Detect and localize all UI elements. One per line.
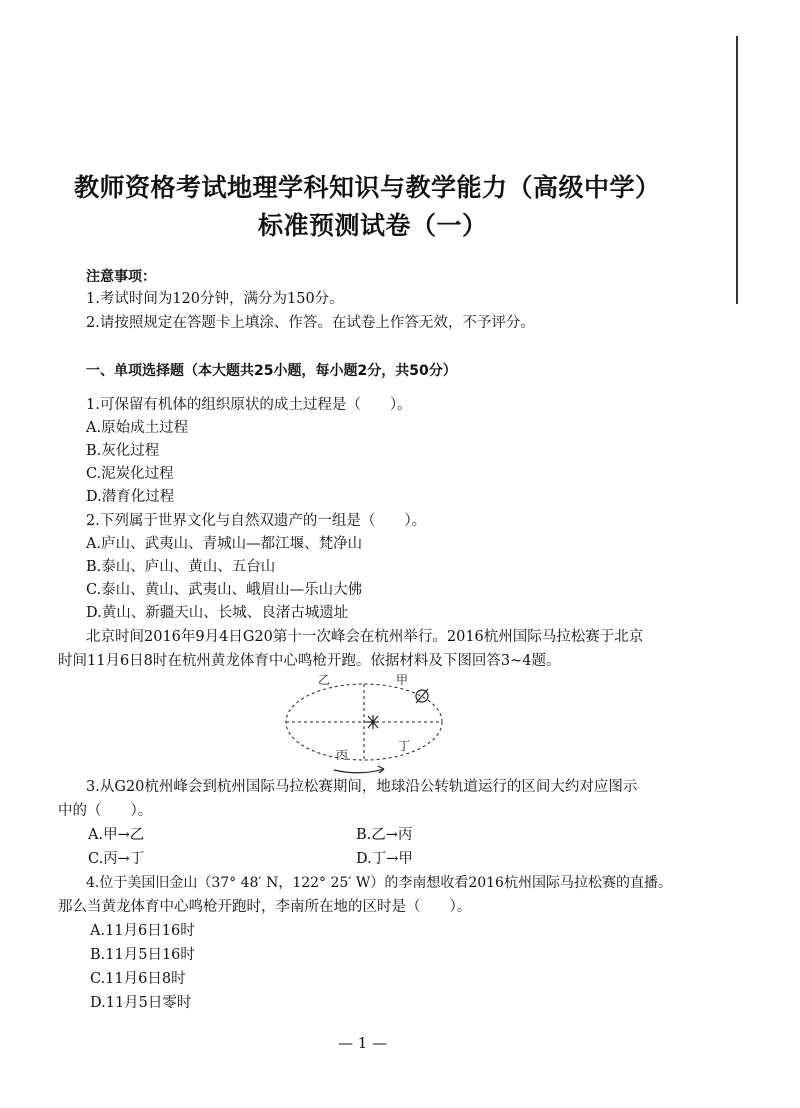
notice-item: 2.请按照规定在答题卡上填涂、作答。在试卷上作答无效，不予评分。: [86, 315, 535, 331]
question-2-option-a: A.庐山、武夷山、青城山—都江堰、梵净山: [86, 536, 363, 552]
question-3-option-b: B.乙→丙: [356, 827, 413, 843]
revolution-direction-arrow-icon: [334, 766, 384, 773]
earth-icon: [416, 689, 428, 703]
question-3-option-d: D.丁→甲: [356, 851, 413, 867]
label-yi: 乙: [318, 673, 331, 687]
question-2-option-b: B.泰山、庐山、黄山、五台山: [86, 559, 276, 575]
question-2-option-d: D.黄山、新疆天山、长城、良渚古城遗址: [86, 605, 349, 621]
margin-line: [736, 36, 738, 304]
question-3-option-a: A.甲→乙: [88, 827, 145, 843]
notice-item: 1.考试时间为120分钟，满分为150分。: [86, 291, 344, 307]
question-4-option-d: D.11月5日零时: [90, 995, 192, 1011]
question-1-stem: 1.可保留有机体的组织原状的成土过程是（ ）。: [86, 397, 412, 413]
question-3-stem-line2: 中的（ ）。: [58, 803, 153, 819]
material-text-line1: 北京时间2016年9月4日G20第十一次峰会在杭州举行。2016杭州国际马拉松赛于北京: [86, 629, 644, 645]
question-3-option-c: C.丙→丁: [88, 851, 145, 867]
question-2-option-c: C.泰山、黄山、武夷山、峨眉山—乐山大佛: [86, 582, 363, 598]
exam-title-line1: 教师资格考试地理学科知识与教学能力（高级中学）: [74, 173, 661, 202]
question-1-option-d: D.潜育化过程: [86, 489, 175, 505]
page-number: — 1 —: [338, 1034, 388, 1052]
orbit-diagram: [278, 670, 450, 782]
material-text-line2: 时间11月6日8时在杭州黄龙体育中心鸣枪开跑。依据材料及下图回答3~4题。: [58, 653, 561, 669]
notice-heading: 注意事项：: [86, 269, 156, 285]
question-4-option-b: B.11月5日16时: [90, 947, 195, 963]
question-1-option-b: B.灰化过程: [86, 443, 160, 459]
question-2-stem: 2.下列属于世界文化与自然双遗产的一组是（ ）。: [86, 513, 427, 529]
section-heading: 一、单项选择题（本大题共25小题，每小题2分，共50分）: [86, 363, 457, 379]
sun-icon: [367, 715, 379, 729]
question-1-option-a: A.原始成土过程: [86, 420, 189, 436]
exam-title-line2: 标准预测试卷（一）: [258, 211, 488, 240]
question-1-option-c: C.泥炭化过程: [86, 466, 174, 482]
question-4-option-c: C.11月6日8时: [90, 971, 186, 987]
question-4-option-a: A.11月6日16时: [90, 923, 195, 939]
label-ding: 丁: [398, 739, 411, 753]
label-bing: 丙: [336, 748, 349, 762]
question-4-stem-line2: 那么当黄龙体育中心鸣枪开跑时，李南所在地的区时是（ ）。: [58, 899, 472, 915]
question-3-stem-line1: 3.从G20杭州峰会到杭州国际马拉松赛期间，地球沿公转轨道运行的区间大约对应图示: [86, 779, 638, 795]
question-4-stem-line1: 4.位于美国旧金山（37° 48′ N，122° 25′ W）的李南想收看2016杭州国际马拉松赛的直播。: [86, 875, 672, 891]
label-jia: 甲: [396, 673, 409, 687]
